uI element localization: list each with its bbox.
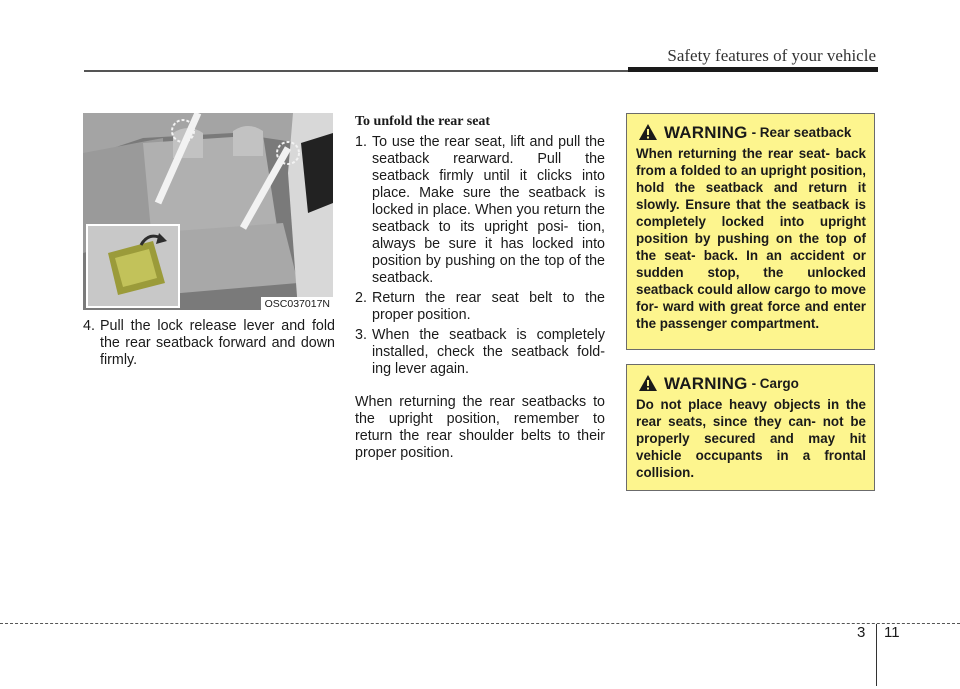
figure-code: OSC037017N bbox=[261, 297, 333, 310]
paragraph: When returning the rear seatbacks to the upright position, remember to return the rear shoulder belts to their proper position. bbox=[355, 394, 605, 461]
step-text: To use the rear seat, lift and pull the seatback rearward. Pull the seatback firmly until it clicks into place. Make sure the seatback is locked in place. When you return the seatback to its upright posi- tion, always be sure it has locked into position by pushing on the top of the seatback. bbox=[372, 134, 605, 286]
warning-text: Do not place heavy objects in the rear seats, since they can- not be properly secured and may hit vehicle occupants in a frontal collision. bbox=[636, 397, 866, 480]
subheading: To unfold the rear seat bbox=[355, 114, 491, 129]
step-number: 1. bbox=[355, 134, 367, 150]
warning-heading bbox=[638, 123, 866, 141]
step-text: Return the rear seat belt to the proper position. bbox=[372, 290, 605, 323]
chapter-number: 3 bbox=[857, 624, 866, 641]
step-number: 4. bbox=[83, 318, 95, 334]
rear-seat-photo bbox=[83, 113, 333, 310]
header-accent-bar bbox=[628, 67, 878, 72]
warning-label: WARNING bbox=[664, 122, 748, 142]
left-step bbox=[83, 318, 335, 386]
warning-subtitle: - Cargo bbox=[751, 375, 799, 391]
footer-separator bbox=[876, 624, 877, 686]
middle-column bbox=[355, 113, 605, 462]
step-number: 3. bbox=[355, 327, 367, 343]
warning-text: When returning the rear seat- back from a folded to an upright position, hold the seatback and return it slowly. Ensure that the seatback is completely locked into upright position by pushing on the top of the seat- back. In an accident or sudden stop, the unlocked seatback could allow cargo to move for- ward with great force and enter the passenger compartment. bbox=[636, 146, 866, 331]
warning-label: WARNING bbox=[664, 373, 748, 393]
step-text: When the seatback is completely installed, check the seatback fold- ing lever again. bbox=[372, 327, 605, 377]
warning-heading bbox=[638, 374, 866, 392]
warning-box-rear-seatback bbox=[626, 113, 875, 350]
step-number: 2. bbox=[355, 290, 367, 306]
page-number: 11 bbox=[884, 624, 900, 641]
footer-rule bbox=[0, 623, 960, 624]
warning-triangle-icon bbox=[638, 374, 658, 392]
warning-subtitle: - Rear seatback bbox=[751, 124, 852, 140]
warning-box-cargo bbox=[626, 364, 875, 491]
warning-triangle-icon bbox=[638, 123, 658, 141]
step-item bbox=[355, 134, 605, 287]
section-title: Safety features of your vehicle bbox=[667, 46, 876, 65]
step-item bbox=[355, 290, 605, 324]
step-item bbox=[355, 327, 605, 378]
step-text: Pull the lock release lever and fold the rear seatback forward and down firmly. bbox=[100, 318, 335, 368]
